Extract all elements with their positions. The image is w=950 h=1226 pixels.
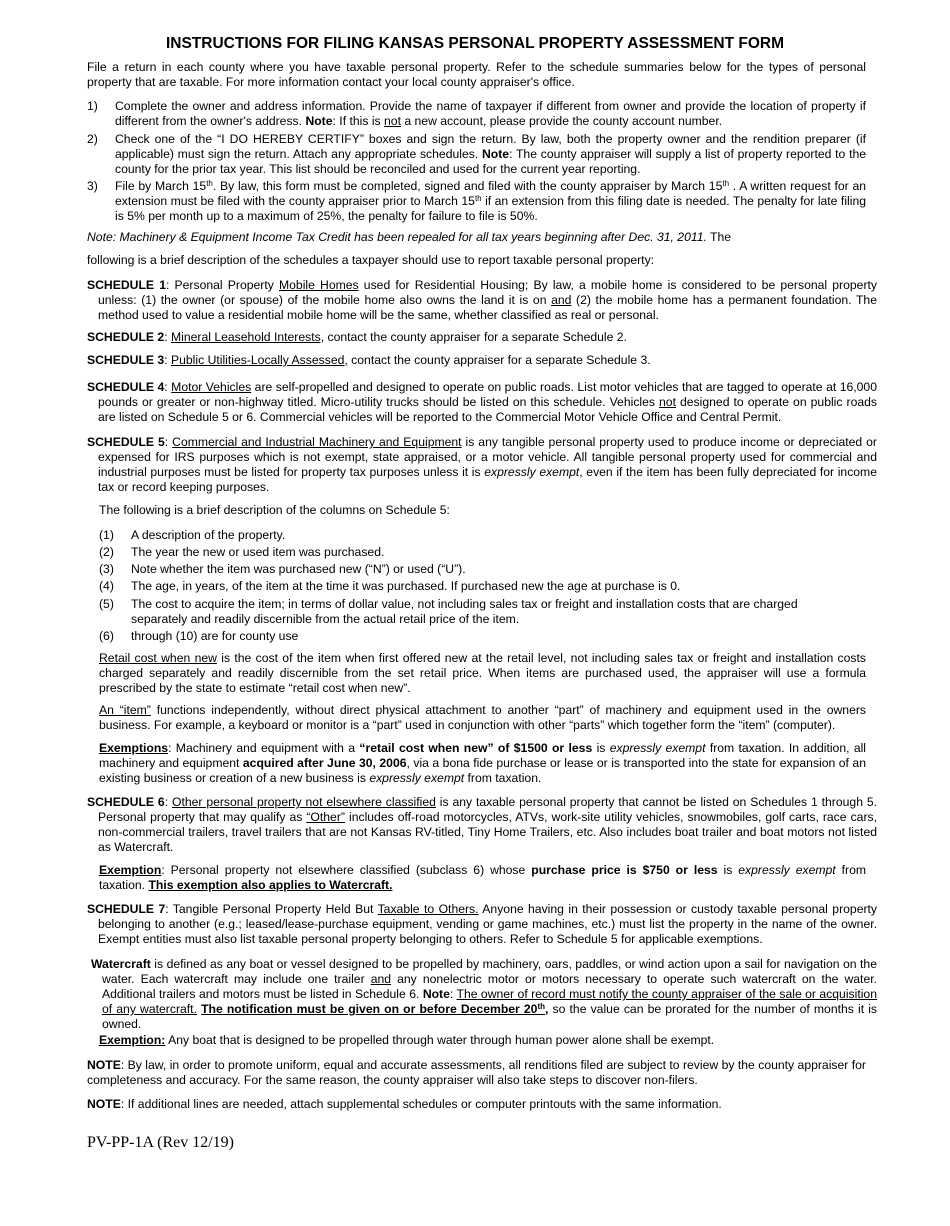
schedule-5-columns-intro: The following is a brief description of the columns on Schedule 5: bbox=[99, 503, 450, 517]
schedule-5-exemptions: Exemptions: Machinery and equipment with a “retail cost when new” of $1500 or less is expressly exempt from taxation. In addition, all machinery and equipment acquired after June 30, 2006, via a bona fide purchase or lease or is transported into the state for expansion of an existing business or creation of a new business is expressly exempt from taxation. bbox=[99, 741, 867, 785]
step-1-text: Complete the owner and address information. Provide the name of taxpayer if different from owner and provide the location of property if different from the owner's address. Note: If this is not a new account, please provide the county account number. bbox=[115, 99, 866, 128]
column-number: (2) bbox=[99, 545, 114, 559]
column-number: (1) bbox=[99, 528, 114, 542]
schedule-3: SCHEDULE 3: Public Utilities-Locally Assessed, contact the county appraiser for a separate Schedule 3. bbox=[87, 353, 651, 367]
step-2-text: Check one of the “I DO HEREBY CERTIFY” boxes and sign the return. By law, both the property owner and the rendition preparer (if applicable) must sign the return. Attach any appropriate schedules. Note: The county appraiser will supply a list of property reported to the county for the prior tax year. This list should be reconciled and used for the current year reporting. bbox=[115, 132, 867, 176]
schedule-6-exemption: Exemption: Personal property not elsewhere classified (subclass 6) whose purchase price is $750 or less is expressly exempt from taxation. This exemption also applies to Watercraft. bbox=[99, 863, 867, 892]
schedule-5: SCHEDULE 5: Commercial and Industrial Machinery and Equipment is any tangible personal property used to produce income or depreciated or expensed for IRS purposes which is not exempt, state appraised, or a motor vehicle. All tangible personal property used for commercial and industrial purposes must be listed for property tax purposes unless it is expressly exempt, even if the item has been fully depreciated for income tax or record keeping purposes. bbox=[87, 435, 877, 494]
step-number: 1) bbox=[87, 99, 98, 113]
watercraft-exemption: Exemption: Any boat that is designed to be propelled through water through human power alone shall be exempt. bbox=[99, 1033, 715, 1047]
step-3-text: File by March 15th. By law, this form must be completed, signed and filed with the county appraiser by March 15th . A written request for an extension must be filed with the county appraiser prior to March 15th if an extension from this filing date is needed. The penalty for late filing is 5% per month up to a maximum of 25%, the penalty for failure to file is 50%. bbox=[115, 179, 867, 223]
page-title: INSTRUCTIONS FOR FILING KANSAS PERSONAL PROPERTY ASSESSMENT FORM bbox=[165, 35, 785, 52]
schedule-1: SCHEDULE 1: Personal Property Mobile Homes used for Residential Housing; By law, a mobile home is considered to be personal property unless: (1) the owner (or spouse) of the mobile home also owns the land it is on and (2) the mobile home has a permanent foundation. The method used to value a residential mobile home will be the same, whether classified as real or personal. bbox=[87, 278, 877, 322]
schedules-intro: following is a brief description of the schedules a taxpayer should use to report taxable personal property: bbox=[87, 253, 655, 267]
watercraft-section: Watercraft is defined as any boat or vessel designed to be propelled by machinery, oars, paddles, or wind action upon a sail for navigation on the water. Each watercraft may include one trailer and any nonelectric motor or motors necessary to operate such watercraft on the water. Additional trailers and motors must be listed in Schedule 6. Note: The owner of record must notify the county appraiser of the sale or acquisition of any watercraft. The notification must be given on or before December 20th, so the value can be prorated for the number of months it is owned. bbox=[91, 957, 878, 1031]
column-number: (5) bbox=[99, 597, 114, 611]
schedule-2: SCHEDULE 2: Mineral Leasehold Interests, contact the county appraiser for a separate Schedule 2. bbox=[87, 330, 627, 344]
column-description: A description of the property. bbox=[131, 528, 286, 542]
column-description: The age, in years, of the item at the time it was purchased. If purchased new the age at purchase is 0. bbox=[131, 579, 681, 593]
supplemental-note: NOTE: If additional lines are needed, attach supplemental schedules or computer printouts with the same information. bbox=[87, 1097, 722, 1111]
item-definition-paragraph: An “item” functions independently, without direct physical attachment to another “part” of machinery and equipment used in the owners business. For example, a keyboard or monitor is a “part” used in conjunction with other “parts” which together form the “item” (computer). bbox=[99, 703, 867, 732]
review-note: NOTE: By law, in order to promote uniform, equal and accurate assessments, all renditions filed are subject to review by the county appraiser for completeness and accuracy. For the same reason, the county appraiser will also take steps to discover non-filers. bbox=[87, 1058, 866, 1087]
step-number: 3) bbox=[87, 179, 98, 193]
column-description: The year the new or used item was purchased. bbox=[131, 545, 385, 559]
schedule-7: SCHEDULE 7: Tangible Personal Property Held But Taxable to Others. Anyone having in their possession or custody taxable personal property belonging to another (e.g.; leased/lease-purchase equipment, vending or game machines, etc.) must list the property in the name of the owner. Exempt entities must also list taxable personal property belonging to others. Refer to Schedule 5 for applicable exemptions. bbox=[87, 902, 878, 946]
intro-paragraph: File a return in each county where you have taxable personal property. Refer to the schedule summaries below for the types of personal property that are taxable. For more information contact your local county appraiser's office. bbox=[87, 60, 866, 89]
schedule-4: SCHEDULE 4: Motor Vehicles are self-propelled and designed to operate on public roads. List motor vehicles that are tagged to operate at 16,000 pounds or greater or non-highway titled. Micro-utility trucks should be listed on this schedule. Vehicles not designed to operate on public roads are listed on Schedule 5 or 6. Commercial vehicles will be reported to the Commercial Motor Vehicle Office and Central Permit. bbox=[87, 380, 877, 424]
form-number: PV-PP-1A (Rev 12/19) bbox=[87, 1134, 234, 1151]
column-description: Note whether the item was purchased new (“N”) or used (“U”). bbox=[131, 562, 466, 576]
schedule-6: SCHEDULE 6: Other personal property not elsewhere classified is any taxable personal property that cannot be listed on Schedules 1 through 5. Personal property that may qualify as “Other” includes off-road motorcycles, ATVs, work-site utility vehicles, snowmobiles, golf carts, race cars, non-commercial trailers, travel trailers that are not Kansas RV-titled, Tiny Home Trailers, etc. Also includes boat trailer and boat motors not listed as Watercraft. bbox=[87, 795, 878, 854]
machinery-credit-note: Note: Machinery & Equipment Income Tax Credit has been repealed for all tax years beginning after Dec. 31, 2011. The bbox=[87, 230, 732, 244]
column-number: (6) bbox=[99, 629, 114, 643]
column-description: through (10) are for county use bbox=[131, 629, 299, 643]
column-number: (3) bbox=[99, 562, 114, 576]
column-number: (4) bbox=[99, 579, 114, 593]
column-description: The cost to acquire the item; in terms of dollar value, not including sales tax or freight and installation costs that are charged separately and readily discernible from the actual retail price of the item. bbox=[131, 597, 798, 626]
retail-cost-paragraph: Retail cost when new is the cost of the item when first offered new at the retail level, not including sales tax or freight and installation costs charged separately and readily discernible from the set retail price. When items are purchased used, the appraiser will use a formula prescribed by the state to estimate “retail cost when new”. bbox=[99, 651, 867, 695]
step-number: 2) bbox=[87, 132, 98, 146]
